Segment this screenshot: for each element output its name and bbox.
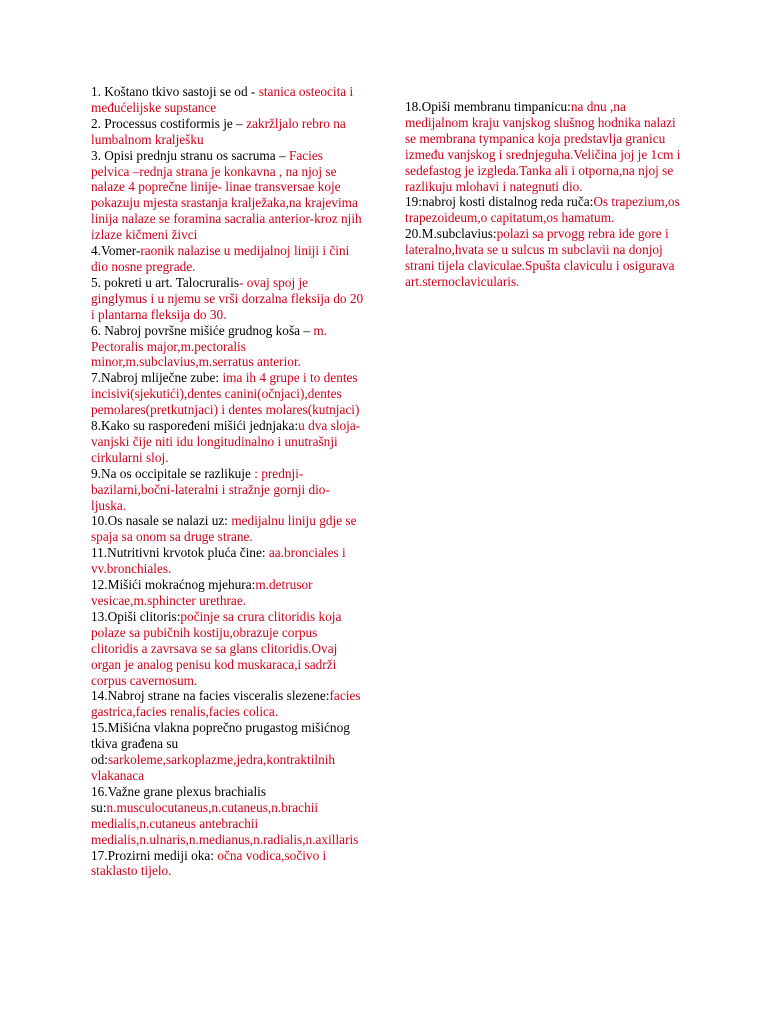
answer-text: ima ih 4 grupe i to dentes incisivi(sjekutići),dentes canini(očnjaci),dentes pemolares(pretkutnjaci) i dentes molares(kutnjaci) (91, 370, 360, 418)
qa-item-8 (91, 418, 364, 466)
answer-text: stanica osteocita i međućelijske supstance (91, 84, 354, 115)
question-text: 14.Nabroj strane na facies visceralis slezene: (91, 688, 330, 704)
question-text: 13.Opiši clitoris: (91, 608, 181, 624)
question-text: 6. Nabroj površne mišiće grudnog koša – (91, 322, 314, 338)
answer-text: Os trapezium,os trapezoideum,o capitatum,os hamatum. (405, 194, 680, 226)
question-text: 18.Opiši membranu timpanicu: (405, 99, 571, 114)
qa-item-13 (91, 609, 364, 689)
qa-item-9 (91, 466, 364, 514)
right-column (405, 99, 685, 290)
question-text: 9.Na os occipitale se razlikuje (91, 465, 255, 481)
answer-text: raonik nalazise u medijalnoj liniji i čini dio nosne pregrade. (91, 243, 350, 274)
left-column (91, 84, 364, 879)
qa-item-6 (91, 323, 364, 371)
answer-text: u dva sloja-vanjski čije niti idu longitudinalno i unutrašnji cirkularni sloj. (91, 418, 361, 465)
answer-text: n.musculocutaneus,n.cutaneus,n.brachii medialis,n.cutaneus antebrachii medialis,n.ulnaris,n.medianus,n.radialis,n.axillaris (91, 799, 359, 847)
answer-text: facies gastrica,facies renalis,facies colica. (91, 688, 361, 720)
qa-item-19 (405, 194, 685, 226)
qa-item-7 (91, 370, 364, 418)
qa-item-11 (91, 545, 364, 577)
answer-text: zakržljalo rebro na lumbalnom kralješku (91, 115, 346, 147)
answer-text: sarkoleme,sarkoplazme,jedra,kontraktilnih vlakanaca (91, 752, 336, 783)
qa-item-4 (91, 243, 364, 275)
question-text: 19:nabroj kosti distalnog reda ruča: (405, 194, 594, 210)
question-text: 2. Processus costiformis je – (91, 115, 247, 131)
question-text: 11.Nutritivni krvotok pluća čine: (91, 545, 269, 561)
answer-text: : prednji-bazilarni,bočni-lateralni i stražnje gornji dio-ljuska. (91, 465, 330, 513)
question-text: 5. pokreti u art. Talocruralis (91, 274, 239, 290)
answer-text: - ovaj spoj je ginglymus i u njemu se vrši dorzalna fleksija do 20 i plantarna fleksija do 30. (91, 274, 364, 322)
answer-text: Facies pelvica –rednja strana je konkavna , na njoj se nalaze 4 poprečne linije- linae transversae koje pokazuju mjesta srastanja kralježaka,na krajevima linija nalaze se foramina sacralia anterior-kroz njih izlaze kičmeni živci (91, 147, 362, 243)
question-text: 10.Os nasale se nalazi uz: (91, 513, 232, 529)
qa-item-1 (91, 84, 364, 116)
qa-item-17 (91, 848, 364, 880)
question-text: 12.Mišići mokraćnog mjehura: (91, 577, 256, 593)
question-text: 7.Nabroj mliječne zube: (91, 370, 223, 386)
answer-text: očna vodica,sočivo i staklasto tijelo. (91, 847, 327, 879)
qa-item-12 (91, 577, 364, 609)
question-text: 4.Vomer- (91, 243, 141, 259)
question-text: 8.Kako su raspoređeni mišići jednjaka: (91, 418, 299, 434)
qa-item-10 (91, 513, 364, 545)
qa-item-15 (91, 720, 364, 784)
answer-text: počinje sa crura clitoridis koja polaze sa pubičnih kostiju,obrazuje corpus clitoridis a zavrsava se sa glans clitoridis.Ovaj organ je analog penisu kod muskaraca,i sadrži corpus cavernosum. (91, 608, 342, 688)
answer-text: polazi sa prvogg rebra ide gore i lateralno,hvata se u sulcus m subclavii na donjoj strani tijela claviculae.Spušta claviculu i osigurava art.sternoclavicularis. (405, 226, 675, 289)
question-text: 1. Koštano tkivo sastoji se od - (91, 84, 259, 99)
answer-text: aa.bronciales i vv.bronchiales. (91, 545, 346, 577)
qa-item-3 (91, 148, 364, 243)
question-text: 17.Prozirni mediji oka: (91, 847, 218, 863)
question-text: 3. Opisi prednju stranu os sacruma – (91, 147, 289, 163)
answer-text: m. Pectoralis major,m.pectoralis minor,m.subclavius,m.serratus anterior. (91, 322, 327, 370)
answer-text: na dnu ,na medijalnom kraju vanjskog slušnog hodnika nalazi se membrana tympanica koja predstavlja granicu između vanjskog i srednjeguha.Veličina joj je 1cm i sedefastog je izgleda.Tanka ali i otporna,na njoj se razlikuju mlohavi i nategnuti dio. (405, 99, 681, 194)
qa-item-2 (91, 116, 364, 148)
question-text: 20.M.subclavius: (405, 226, 497, 242)
answer-text: m.detrusor vesicae,m.sphincter urethrae. (91, 577, 313, 608)
qa-item-5 (91, 275, 364, 323)
question-text: 15.Mišićna vlakna poprečno prugastog mišićnog tkiva građena su od: (91, 720, 350, 768)
answer-text: medijalnu liniju gdje se spaja sa onom sa druge strane. (91, 513, 357, 545)
question-text: 16.Važne grane plexus brachialis su: (91, 783, 267, 815)
qa-item-14 (91, 688, 364, 720)
qa-item-18 (405, 99, 685, 194)
qa-item-20 (405, 226, 685, 290)
qa-item-16 (91, 784, 364, 848)
